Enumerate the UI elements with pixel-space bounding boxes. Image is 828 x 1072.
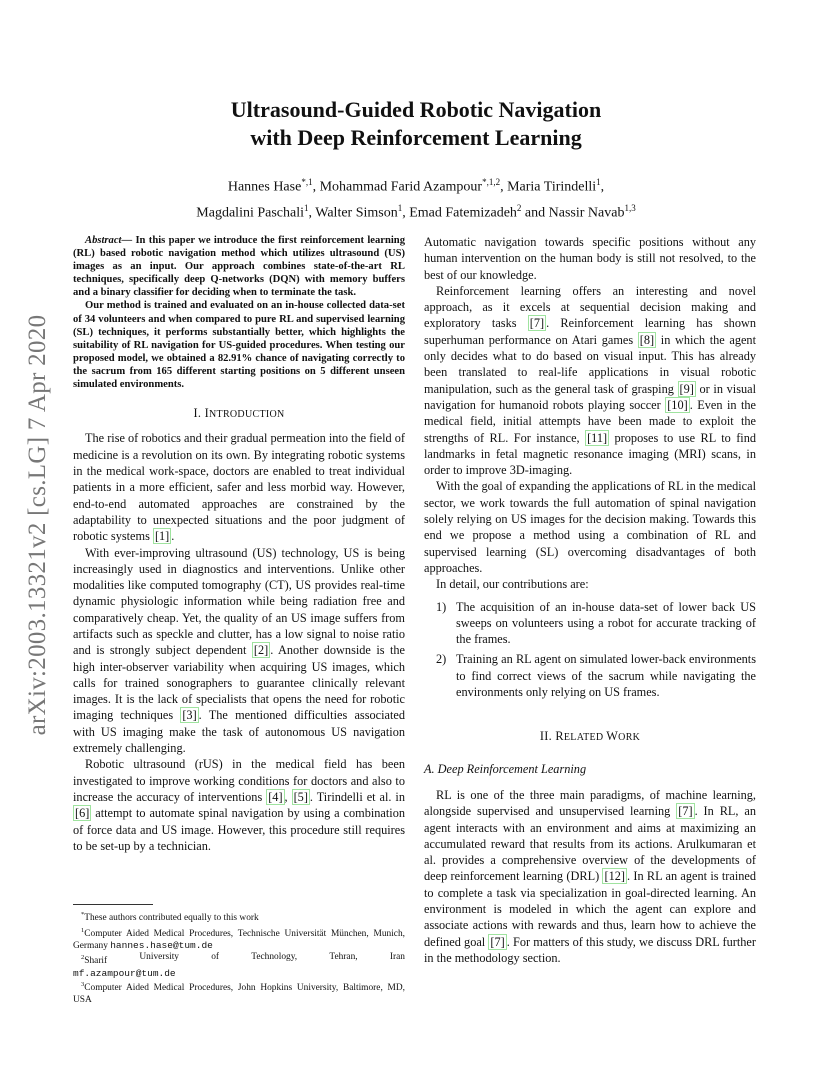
- citation-link[interactable]: [11]: [587, 430, 608, 445]
- footnote-4: [73, 979, 405, 1006]
- arxiv-identifier: [16, 295, 60, 755]
- footnote-3: [73, 952, 405, 979]
- footnote-marker: 3: [81, 981, 85, 989]
- text-run: . In RL, an agent interacts with an environment and aims at maximizing an accumulated reward that results from its actions. Arulkumaran et al. provides a comprehensive overview of the developments of deep reinforcement learning (DRL): [424, 804, 757, 884]
- footnote-text: Computer Aided Medical Procedures, John Hopkins University, Baltimore, MD, USA: [73, 983, 405, 1005]
- title-line-2: with Deep Reinforcement Learning: [250, 125, 582, 150]
- author-affiliation: *,1,2: [482, 177, 501, 187]
- list-item: [424, 599, 756, 648]
- text-run: .: [171, 529, 175, 544]
- author-separator: ,: [308, 205, 316, 221]
- arxiv-identifier-text: arXiv:2003.13321v2 [cs.LG] 7 Apr 2020: [24, 314, 51, 736]
- text-run: . For matters of this study, we discuss DRL further in the methodology section.: [424, 934, 756, 965]
- citation-link[interactable]: [2]: [253, 643, 269, 658]
- list-item-number: 1): [436, 599, 447, 614]
- citation-link[interactable]: [7]: [529, 316, 545, 331]
- intro-paragraph-2: [73, 545, 405, 757]
- citation-link[interactable]: [1]: [154, 529, 170, 544]
- section-title-rest: ORK: [618, 732, 641, 744]
- footnote-rule: [73, 904, 153, 905]
- list-item-number: 2): [436, 652, 447, 667]
- subsection-heading: A. Deep Reinforcement Learning: [424, 761, 587, 776]
- footnote-word: of: [211, 952, 220, 963]
- list-item: [424, 651, 756, 700]
- author-line-2: [80, 198, 752, 224]
- author-name: Walter Simson: [315, 205, 398, 221]
- abstract-label: Abstract: [85, 235, 122, 246]
- footnotes: [73, 904, 405, 1006]
- list-item-text: The acquisition of an in-house data-set of lower back US sweeps on volunteers using a robot for accurate tracking of the frames.: [456, 599, 756, 647]
- text-run: The rise of robotics and their gradual permeation into the field of medicine is a revolution on its own. By integrating robotic systems in the medical work-space, doctors are enabled to treat individual patients in a more efficient, safer and less morbid way. However, end-to-end automated approaches are constrained by the adaptability to unexpected situations and the poor judgment of robotic systems: [73, 431, 405, 544]
- author-list: [80, 172, 752, 223]
- text-run: proposes to use RL to find landmarks in fetal magnetic resonance imaging (MRI) scans, in order to improve 3D-imaging.: [424, 430, 757, 478]
- footnote-2: [73, 925, 405, 953]
- abstract-text-1: In this paper we introduce the first reinforcement learning (RL) based robotic navigation method which utilizes ultrasound (US) images as an input. Our approach combines state-of-the-art RL techniques, specifically deep Q-networks (DQN) with memory buffers and a binary classifier for deciding when to terminate the task.: [73, 235, 405, 299]
- citation-link[interactable]: [12]: [604, 869, 625, 884]
- citation-link[interactable]: [7]: [490, 934, 505, 949]
- section-heading-related-work: [424, 728, 756, 746]
- section-numeral: II.: [539, 729, 556, 744]
- section-initial: W: [606, 729, 619, 744]
- section-title-rest: NTRODUCTION: [209, 409, 285, 421]
- author-name: Maria Tirindelli: [507, 179, 597, 195]
- footnote-word: University: [139, 952, 179, 963]
- text-run: attempt to automate spinal navigation by using a combination of force data and US image. However, this procedure still requires to be set-up by a technician.: [73, 806, 405, 853]
- author-separator: ,: [600, 179, 605, 195]
- abstract-paragraph-1: [73, 234, 405, 299]
- text-run: or in visual navigation for humanoid robots playing soccer: [424, 381, 756, 412]
- section-numeral: I.: [193, 406, 205, 421]
- section-initial: R: [555, 729, 564, 744]
- footnote-word: Technology,: [251, 952, 298, 963]
- author-affiliation: 1: [397, 202, 403, 213]
- footnote-marker: *: [81, 911, 85, 918]
- author-affiliation: 1: [304, 202, 309, 213]
- text-run: With ever-improving ultrasound (US) technology, US is being increasingly used in diagnostics and interventions. Unlike other modalities like computed tomography (CT), US provides real-time dynamic physiologic information while being radiation free and comparatively cheap. Yet, the quality of an US image suffers from artifacts such as speckle and clutter, has a low signal to noise ratio and is strongly subject dependent: [73, 545, 405, 658]
- text-run: . In RL an agent is trained to complete a task via specialization in goal-directed learning. An environment is modeled in which the agent can explore and associate actions with rewards and thus, learn how to achieve the defined goal: [424, 869, 756, 949]
- author-affiliation: 1,3: [624, 202, 636, 213]
- section-initial: I: [204, 406, 210, 421]
- footnote-text: Computer Aided Medical Procedures, Technische Universität München, Munich, Germany: [73, 928, 405, 952]
- citation-link[interactable]: [4]: [268, 789, 283, 804]
- author-name: Hannes Hase: [227, 179, 302, 195]
- footnote-text: Sharif: [84, 956, 108, 967]
- right-paragraph-1: [424, 283, 756, 479]
- citation-link[interactable]: [6]: [75, 806, 90, 821]
- right-paragraph-3: In detail, our contributions are:: [436, 577, 589, 592]
- text-run: RL is one of the three main paradigms, of machine learning, alongside supervised and unsupervised learning: [424, 787, 756, 819]
- intro-paragraph-3: [73, 756, 412, 854]
- text-run: ,: [284, 789, 292, 804]
- footnote-word: Iran: [389, 952, 405, 963]
- abstract-dash: —: [121, 235, 136, 246]
- text-run: . Even in the medical field, initial attempts have been made to exploit the strengths of RL. For instance,: [424, 397, 756, 445]
- section-heading-introduction: [73, 405, 405, 423]
- text-run: . The mentioned difficulties associated with US imaging make the task of autonomous US navigation extremely challenging.: [73, 708, 405, 756]
- footnote-email-link[interactable]: hannes.hase@tum.de: [110, 940, 213, 952]
- author-name: Magdalini Paschali: [196, 205, 304, 221]
- footnote-word: [81, 952, 107, 968]
- citation-link[interactable]: [10]: [667, 397, 688, 412]
- footnote-3-line: [73, 952, 405, 968]
- author-affiliation: 1: [596, 177, 601, 187]
- author-affiliation: 2: [516, 202, 522, 213]
- author-affiliation: *,1: [301, 177, 313, 187]
- citation-link[interactable]: [8]: [639, 332, 655, 347]
- author-conjunction: and: [521, 205, 549, 221]
- author-name: Emad Fatemizadeh: [409, 205, 517, 221]
- text-run: . Reinforcement learning has shown superhuman performance on Atari games: [424, 316, 756, 347]
- author-separator: ,: [402, 205, 410, 221]
- text-run: . Another downside is the high inter-observer variability when acquiring US images, which calls for trained sonographers to guarantee clinically relevant images. It is the lack of specialists that opens the need for robotic imaging techniques: [73, 643, 405, 723]
- citation-link[interactable]: [9]: [679, 381, 694, 396]
- author-name: Nassir Navab: [548, 205, 625, 221]
- list-item-text: Training an RL agent on simulated lower-back environments to find correct views of the sacrum while navigating the environments only relying on US frames.: [456, 652, 756, 700]
- right-paragraph-0: Automatic navigation towards specific positions without any human intervention on the human body is still not resolved, to the best of our knowledge.: [424, 235, 756, 282]
- paper-title: [80, 96, 752, 152]
- right-column: [424, 234, 756, 966]
- text-run: in which the agent only decides what to do based on visual input. This has already been translated to real-life applications in visual robotic manipulation, such as the general task of grasping: [424, 332, 756, 396]
- author-line-1: [80, 172, 752, 198]
- footnote-marker: 2: [81, 954, 85, 962]
- right-paragraph-2: With the goal of expanding the applications of RL in the medical sector, we work towards the full automation of spinal navigation solely relying on US images for the decision making. Towards this end we propose a method using a combination of RL and supervised learning (SL) overcoming disadvantages of both approaches.: [424, 479, 756, 575]
- author-separator: ,: [312, 179, 320, 195]
- footnote-word: Tehran,: [329, 952, 358, 963]
- footnote-1: [73, 909, 405, 925]
- text-run: . Tirindelli et al. in: [309, 789, 412, 804]
- footnote-text: These authors contributed equally to this work: [84, 913, 259, 924]
- title-line-1: Ultrasound-Guided Robotic Navigation: [230, 97, 602, 122]
- author-name: Mohammad Farid Azampour: [319, 179, 483, 195]
- citation-link[interactable]: [7]: [678, 804, 693, 819]
- citation-link[interactable]: [5]: [293, 789, 308, 804]
- footnote-marker: 1: [81, 926, 85, 934]
- abstract-paragraph-2: Our method is trained and evaluated on an in-house collected data-set of 34 volunteers and when compared to pure RL and supervised learning (SL) techniques, it performs substantially better, which highlights the suitability of RL navigation for US-guided procedures. When testing our proposed model, we obtained a 82.91% chance of navigating correctly to the sacrum from 165 different starting positions on 5 different unseen simulated environments.: [73, 300, 405, 391]
- section-title-rest: ELATED: [563, 732, 607, 744]
- right-paragraph-4: [424, 787, 756, 966]
- text-run: Robotic ultrasound (rUS) in the medical field has been investigated to improve working conditions for doctors and also to increase the accuracy of interventions: [73, 757, 405, 804]
- intro-paragraph-1: [73, 430, 405, 544]
- text-run: Reinforcement learning offers an interesting and novel approach, as it excels at sequential decision making and exploratory tasks: [424, 283, 756, 331]
- author-separator: ,: [500, 179, 508, 195]
- left-column: [73, 234, 412, 854]
- footnote-email-link[interactable]: mf.azampour@tum.de: [73, 968, 176, 979]
- contributions-list: [424, 599, 756, 701]
- citation-link[interactable]: [3]: [182, 708, 197, 723]
